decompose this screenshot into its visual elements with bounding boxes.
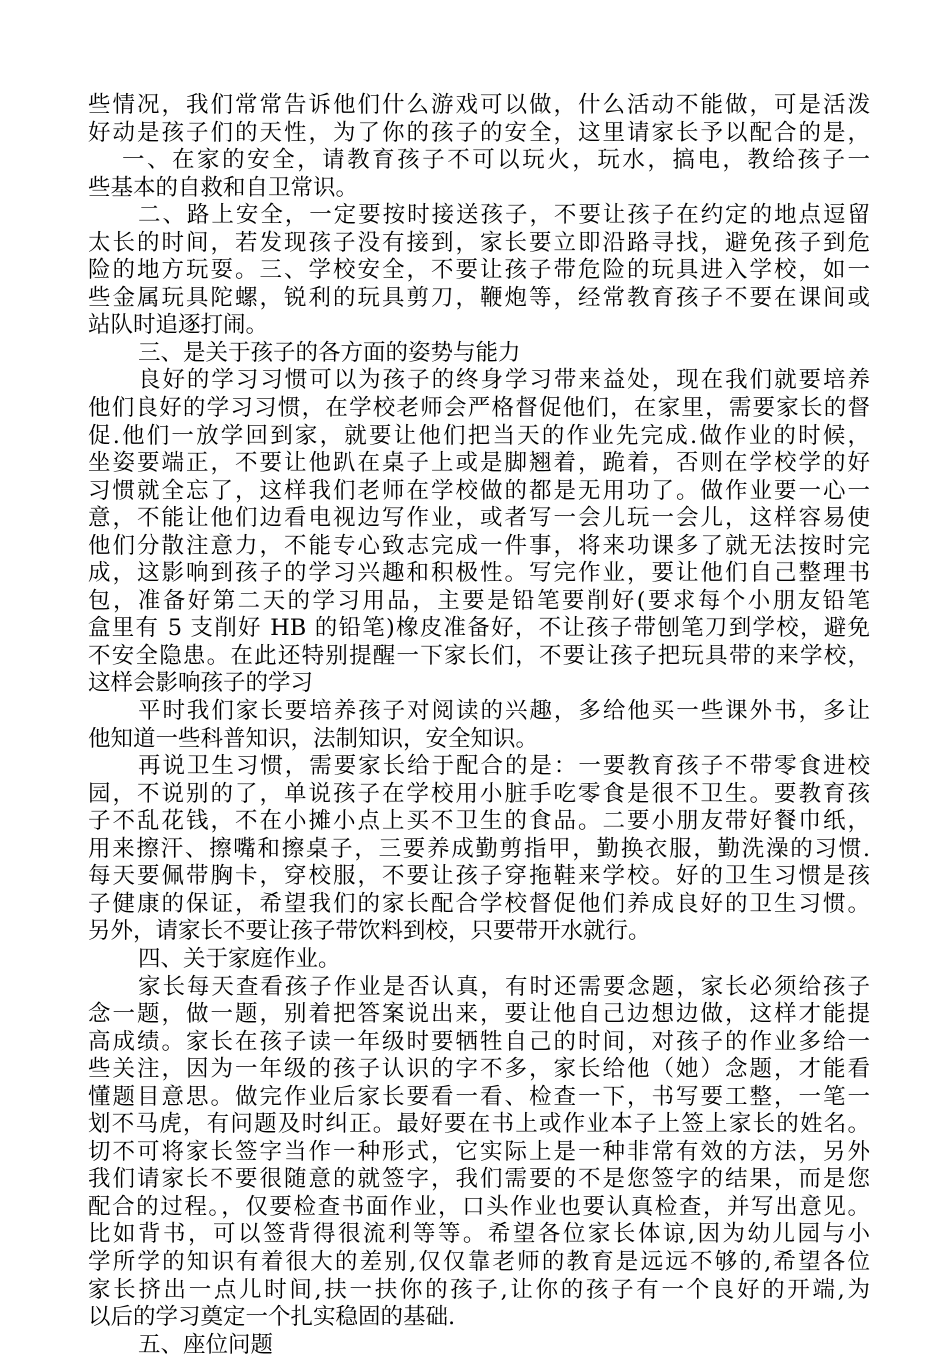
text-line: 家长挤出一点儿时间,扶一扶你的孩子,让你的孩子有一个良好的开端,为: [88, 1276, 870, 1303]
text-line: 每天要佩带胸卡，穿校服，不要让孩子穿拖鞋来学校。好的卫生习惯是孩: [88, 863, 870, 890]
text-line: 些基本的自救和自卫常识。: [88, 174, 359, 201]
text-line: 些情况，我们常常告诉他们什么游戏可以做，什么活动不能做，可是活泼: [88, 92, 870, 118]
text-line: 良好的学习习惯可以为孩子的终身学习带来益处，现在我们就要培养: [138, 367, 870, 394]
list-item-road-safety: 二、路上安全，一定要按时接送孩子，不要让孩子在约定的地点逗留: [138, 202, 870, 229]
text-line: 划不马虎，有问题及时纠正。最好要在书上或作业本子上签上家长的姓名。: [88, 1111, 870, 1138]
text-line: 这样会影响孩子的学习: [88, 670, 314, 697]
text-line: 习惯就全忘了，这样我们老师在学校做的都是无用功了。做作业要一心一: [88, 477, 870, 504]
text-line: 另外，请家长不要让孩子带饮料到校，只要带开水就行。: [88, 918, 651, 945]
text-line: 我们请家长不要很随意的就签字，我们需要的不是您签字的结果，而是您: [88, 1166, 870, 1193]
text-line: 用来擦汗、擦嘴和擦桌子，三要养成勤剪指甲，勤换衣服，勤洗澡的习惯.: [88, 835, 870, 862]
text-line: 太长的时间，若发现孩子没有接到，家长要立即沿路寻找，避免孩子到危: [88, 229, 870, 256]
text-line: 险的地方玩耍。三、学校安全，不要让孩子带危险的玩具进入学校，如一: [88, 257, 870, 284]
text-line: 学所学的知识有着很大的差别,仅仅靠老师的教育是远远不够的,希望各位: [88, 1248, 870, 1275]
text-line: 盒里有 5 支削好 HB 的铅笔)橡皮准备好，不让孩子带刨笔刀到学校，避免: [88, 615, 870, 642]
text-line: 配合的过程。，仅要检查书面作业，口头作业也要认真检查，并写出意见。: [88, 1193, 870, 1220]
text-line: 高成绩。家长在孩子读一年级时要牺牲自己的时间，对孩子的作业多给一: [88, 1028, 870, 1055]
text-line: 懂题目意思。做完作业后家长要看一看、检查一下，书写要工整，一笔一: [88, 1083, 870, 1110]
text-line: 成，这影响到孩子的学习兴趣和积极性。写完作业，要让他们自己整理书: [88, 560, 870, 587]
text-line: 促.他们一放学回到家，就要让他们把当天的作业先完成.做作业的时候，: [88, 422, 870, 449]
text-line: 些关注，因为一年级的孩子认识的字不多，家长给他（她）念题，才能看: [88, 1056, 870, 1083]
text-line: 他们分散注意力，不能专心致志完成一件事，将来功课多了就无法按时完: [88, 532, 870, 559]
text-line: 站队时追逐打闹。: [88, 312, 269, 339]
text-line: 好动是孩子们的天性，为了你的孩子的安全，这里请家长予以配合的是，: [88, 119, 870, 146]
text-line: 念一题，做一题，别着把答案说出来，要让他自己边想边做，这样才能提: [88, 1001, 870, 1028]
text-line: 他知道一些科普知识，法制知识，安全知识。: [88, 725, 539, 752]
text-line: 切不可将家长签字当作一种形式，它实际上是一种非常有效的方法，另外: [88, 1138, 870, 1165]
text-line: 家长每天查看孩子作业是否认真，有时还需要念题，家长必须给孩子: [138, 973, 870, 1000]
section-heading-homework: 四、关于家庭作业。: [138, 945, 341, 972]
text-line: 坐姿要端正，不要让他趴在桌子上或是脚翘着，跪着，否则在学校学的好: [88, 450, 870, 477]
document-page: [88, 92, 870, 1359]
text-line: 不安全隐患。在此还特别提醒一下家长们，不要让孩子把玩具带的来学校，: [88, 642, 870, 669]
text-line: 以后的学习奠定一个扎实稳固的基础.: [88, 1304, 456, 1331]
text-line: 子健康的保证，希望我们的家长配合学校督促他们养成良好的卫生习惯。: [88, 890, 870, 917]
list-item-home-safety: 一、在家的安全，请教育孩子不可以玩火，玩水，搞电，教给孩子一: [122, 147, 870, 174]
section-heading-posture: 三、是关于孩子的各方面的姿势与能力: [138, 339, 521, 366]
text-line: 包，准备好第二天的学习用品，主要是铅笔要削好(要求每个小朋友铅笔: [88, 587, 870, 614]
text-line: 比如背书，可以签背得很流利等等。希望各位家长体谅,因为幼儿园与小: [88, 1221, 870, 1248]
section-heading-seating: 五、座位问题: [138, 1331, 274, 1358]
text-line: 再说卫生习惯，需要家长给于配合的是：一要教育孩子不带零食进校: [138, 753, 870, 780]
text-line: 园，不说别的了，单说孩子在学校用小脏手吃零食是很不卫生。要教育孩: [88, 780, 870, 807]
text-line: 平时我们家长要培养孩子对阅读的兴趣，多给他买一些课外书，多让: [138, 698, 870, 725]
text-line: 子不乱花钱，不在小摊小点上买不卫生的食品。二要小朋友带好餐巾纸，: [88, 808, 870, 835]
text-line: 些金属玩具陀螺，锐利的玩具剪刀，鞭炮等，经常教育孩子不要在课间或: [88, 284, 870, 311]
text-line: 他们良好的学习习惯，在学校老师会严格督促他们，在家里，需要家长的督: [88, 395, 870, 422]
text-line: 意，不能让他们边看电视边写作业，或者写一会儿玩一会儿，这样容易使: [88, 505, 870, 532]
